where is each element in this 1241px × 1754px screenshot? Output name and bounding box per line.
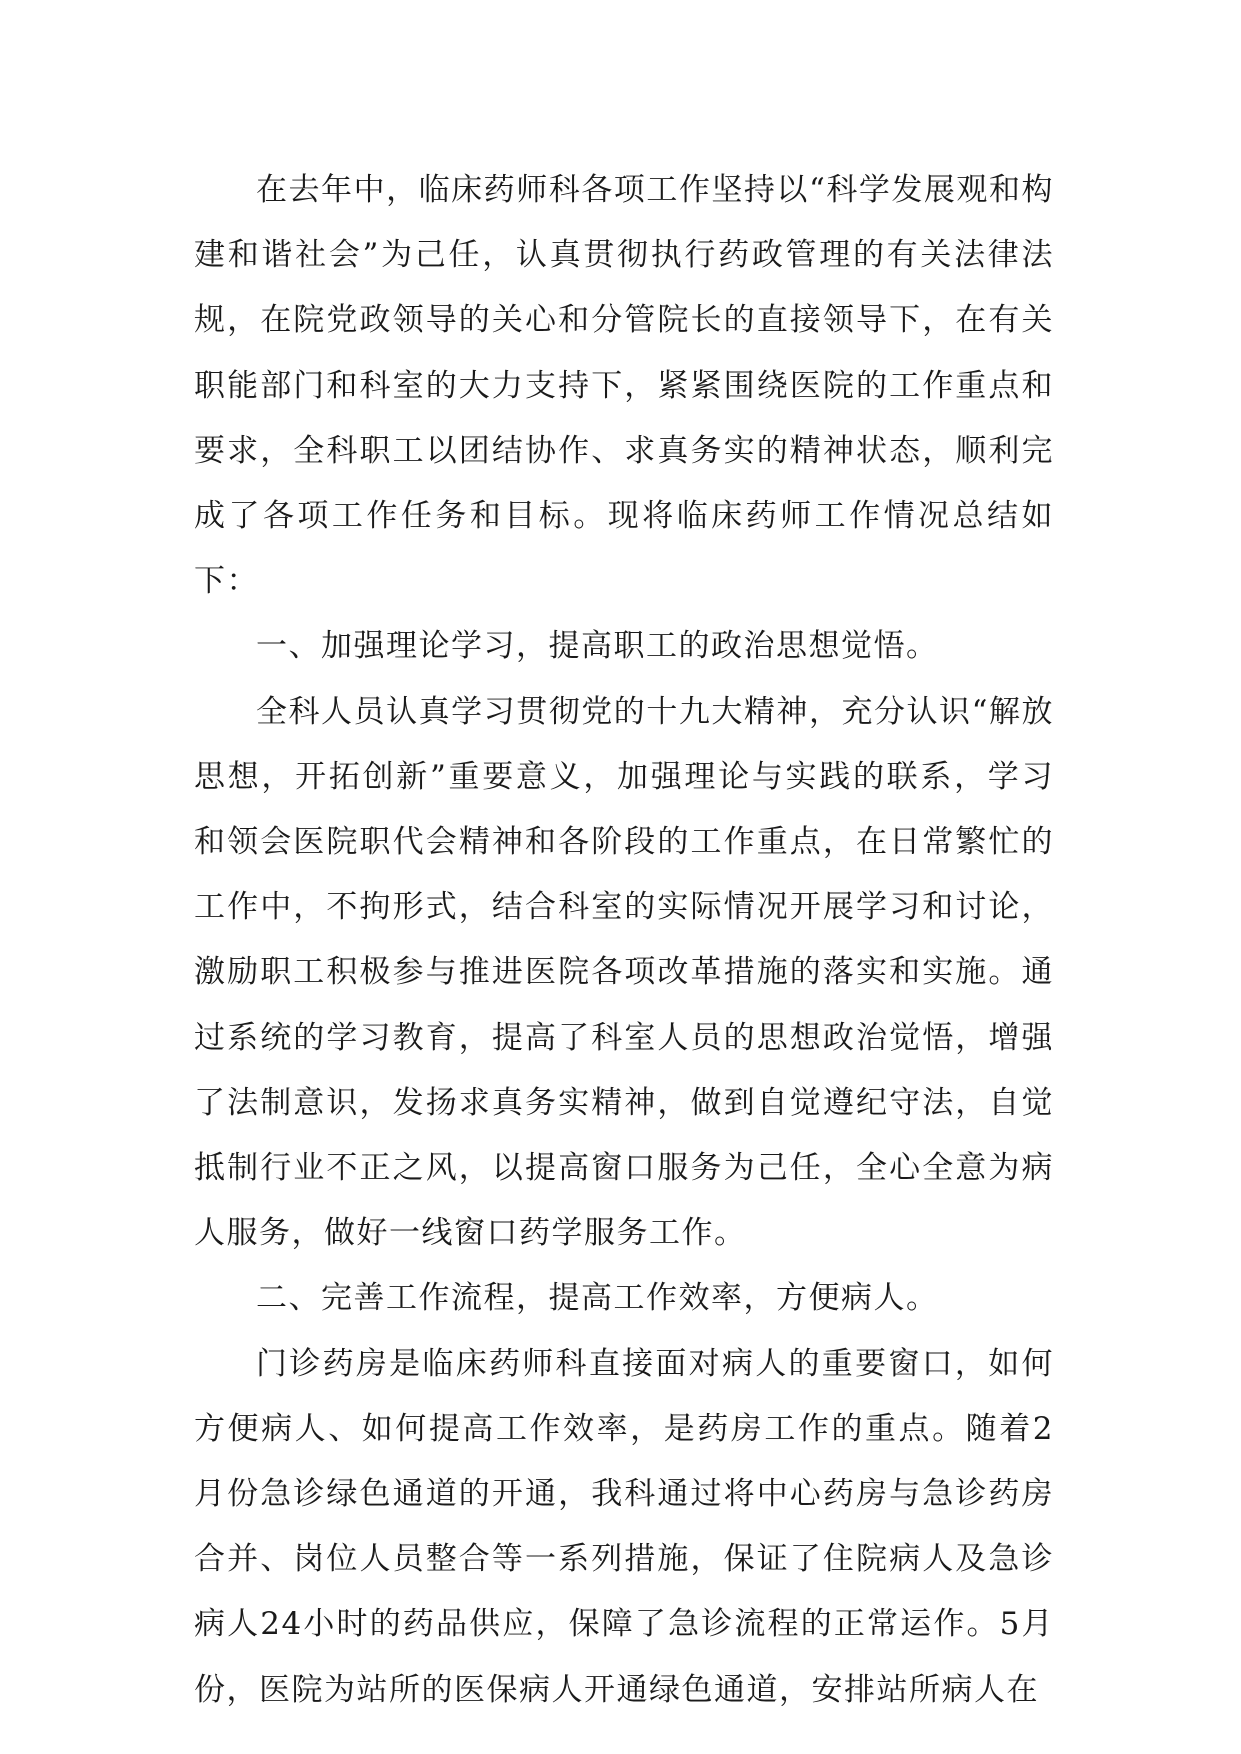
intro-paragraph: 在去年中，临床药师科各项工作坚持以“科学发展观和构建和谐社会”为己任，认真贯彻执行药政管理的有关法律法规，在院党政领导的关心和分管院长的直接领导下，在有关职能部门和科室的大力支持下，紧紧围绕医院的工作重点和要求，全科职工以团结协作、求真务实的精神状态，顺利完成了各项工作任务和目标。现将临床药师工作情况总结如下： xyxy=(194,172,1054,600)
section-heading-1: 一、加强理论学习，提高职工的政治思想觉悟。 xyxy=(256,628,939,665)
section-1-paragraph: 全科人员认真学习贯彻党的十九大精神，充分认识“解放思想，开拓创新”重要意义，加强理论与实践的联系，学习和领会医院职代会精神和各阶段的工作重点，在日常繁忙的工作中，不拘形式，结合科室的实际情况开展学习和讨论，激励职工积极参与推进医院各项改革措施的落实和实施。通过系统的学习教育，提高了科室人员的思想政治觉悟，增强了法制意识，发扬求真务实精神，做到自觉遵纪守法，自觉抵制行业不正之风，以提高窗口服务为己任，全心全意为病人服务，做好一线窗口药学服务工作。 xyxy=(194,693,1054,1252)
section-2-paragraph: 门诊药房是临床药师科直接面对病人的重要窗口，如何方便病人、如何提高工作效率，是药房工作的重点。随着2月份急诊绿色通道的开通，我科通过将中心药房与急诊药房合并、岗位人员整合等一系列措施，保证了住院病人及急诊病人24小时的药品供应，保障了急诊流程的正常运作。5月份，医院为站所的医保病人开通绿色通道，安排站所病人在 xyxy=(194,1345,1054,1708)
section-heading-2: 二、完善工作流程，提高工作效率，方便病人。 xyxy=(256,1280,939,1317)
document-body xyxy=(194,158,1054,1723)
